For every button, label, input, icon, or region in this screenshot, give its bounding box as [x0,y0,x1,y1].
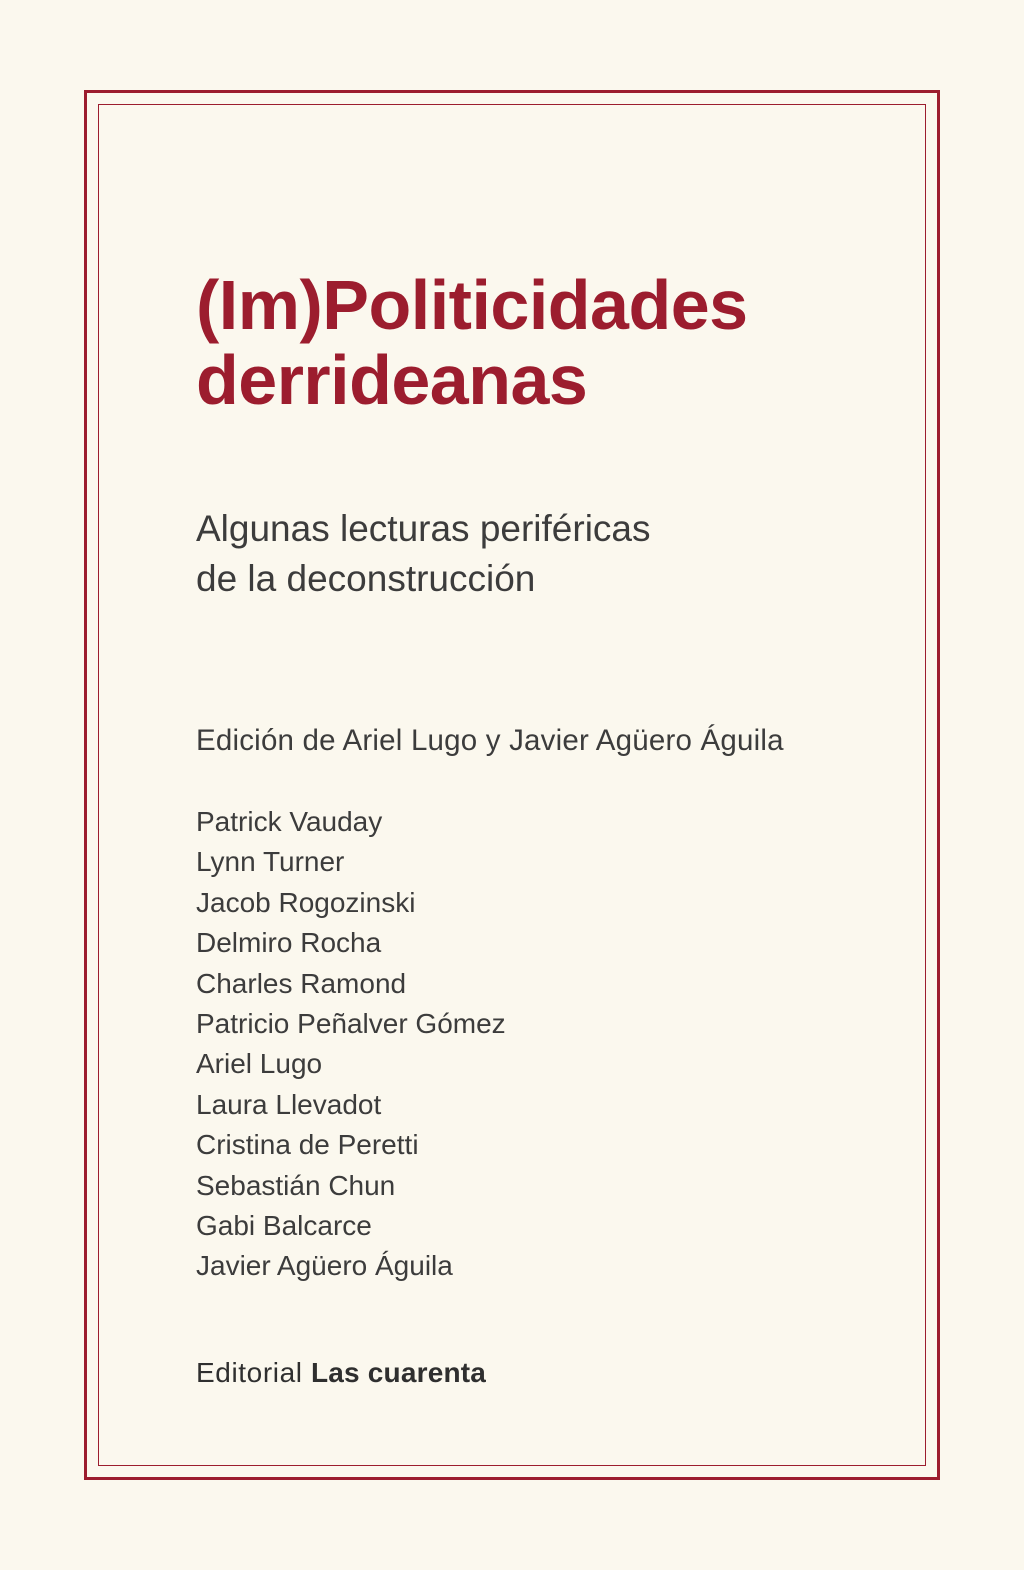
list-item: Lynn Turner [196,846,345,878]
book-subtitle [196,504,914,604]
cover-content [196,104,914,1466]
book-subtitle-line-1: Algunas lecturas periféricas [196,508,651,549]
list-item: Patrick Vauday [196,806,383,837]
publisher-logotype [196,1357,914,1389]
list-item: Jacob Rogozinski [196,886,416,918]
authors-list [196,802,914,1287]
list-item: Gabi Balcarce [196,1210,372,1242]
list-item: Sebastián Chun [196,1169,396,1201]
list-item: Cristina de Peretti [196,1129,419,1161]
list-item: Ariel Lugo [196,1048,323,1080]
list-item: Patricio Peñalver Gómez [196,1008,506,1040]
publisher-prefix: Editorial [196,1357,311,1388]
book-title-line-1: (Im)Politicidades [196,266,748,344]
book-subtitle-line-2: de la deconstrucción [196,557,536,599]
list-item: Charles Ramond [196,967,407,999]
list-item: Laura Llevadot [196,1088,382,1120]
editors-credit: Edición de Ariel Lugo y Javier Agüero Águila [196,724,784,757]
publisher-name: Las cuarenta [310,1357,487,1388]
book-title [196,268,914,418]
book-title-line-2: derrideanas [196,340,588,419]
list-item: Delmiro Rocha [196,927,382,959]
list-item: Javier Agüero Águila [196,1250,453,1282]
